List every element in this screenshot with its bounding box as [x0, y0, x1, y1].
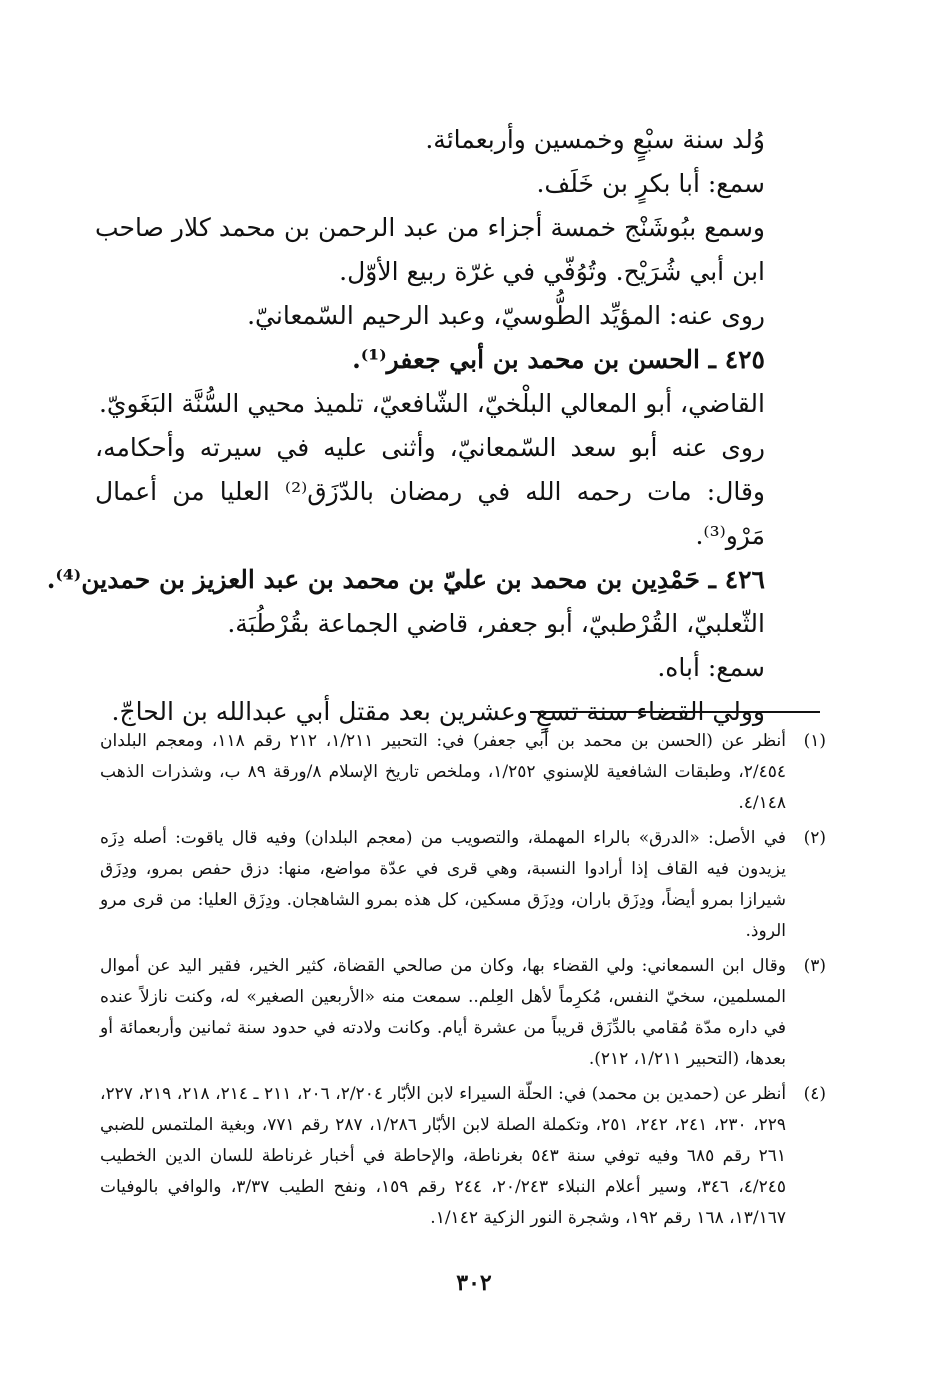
footnote-text: في الأصل: «الدرق» بالراء المهملة، والتصويب من (معجم البلدان) وفيه قال ياقوت: أصله دِزَه يزيدون فيه القاف إذا أرادوا النسبة، وهي قرى في عدّة مواضع، منها: دزق حفص بمرو، ودِزَق شيرازا بمرو أيضاً، ودِزَق باران، ودِزَق مسكين، كل هذه بمرو الشاهجان. ودِزَق العليا: من قرى مرو الروذ.: [100, 828, 786, 941]
footnote-number: (٣): [803, 956, 826, 976]
text-line: الثّعلبيّ، القُرْطبيّ، أبو جعفر، قاضي الجماعة بقُرْطُبَة.: [227, 609, 765, 638]
text-line: روى عنه: المؤيِّد الطُّوسيّ، وعبد الرحيم السّمعانيّ.: [247, 301, 765, 330]
footnote-separator: [530, 711, 820, 713]
text-line: سمع: أبا بكرٍ بن خَلَف.: [536, 169, 765, 198]
text-line: وُلد سنة سبْعٍ وخمسين وأربعمائة.: [425, 125, 765, 154]
footnotes: [100, 726, 828, 1238]
footnote-number: (٤): [803, 1084, 826, 1104]
footnote-text: أنظر عن (الحسن بن محمد بن أبي جعفر) في: التحبير ١/٢١١، ٢١٢ رقم ١١٨، ومعجم البلدان ٢/٤٥٤، وطبقات الشافعية للإسنوي ١/٢٥٢، وملخص تاريخ الإسلام ٨/ورقة ٨٩ ب، وشذرات الذهب ٤/١٤٨.: [100, 731, 787, 813]
footnote-number: (١): [803, 731, 826, 751]
main-text: [46, 118, 825, 734]
footnote: [100, 1079, 828, 1234]
footnote-text: أنظر عن (حمدين بن محمد) في: الحلّة السيراء لابن الأبّار ٢/٢٠٤، ٢٠٦، ٢١١ ـ ٢١٤، ٢١٨، ٢١٩، ٢٢٧، ٢٢٩، ٢٣٠، ٢٤١، ٢٤٢، ٢٥١، وتكملة الصلة لابن الأبّار ١/٢٨٦، ٢٨٧ رقم ٧٧١، وبغية الملتمس للضبي ٢٦١ رقم ٦٨٥ وفيه توفي سنة ٥٤٣ بغرناطة، والإحاطة في أخبار غرناطة للسان الدين الخطيب ٤/٢٤٥، ٣٤٦، وسير أعلام النبلاء ٢٠/٢٤٣، ٢٤٤ رقم ١٥٩، ونفح الطيب ٣/٣٧، والوافي بالوفيات ١٣/١٦٧، ١٦٨ رقم ١٩٢، وشجرة النور الزكية ١/١٤٢.: [100, 1084, 787, 1228]
entry-heading-425: ٤٢٥ ـ الحسن بن محمد بن أبي جعفر⁽¹⁾.: [352, 345, 765, 374]
footnote: [100, 823, 828, 947]
text-paragraph: روى عنه أبو سعد السّمعانيّ، وأثنى عليه في سيرته وأحكامه، وقال: مات رحمه الله في رمضان بالدّزَق⁽²⁾ العليا من أعمال مَرْو⁽³⁾.: [95, 433, 765, 550]
entry-heading-426: ٤٢٦ ـ حَمْدِين بن محمد بن عليّ بن محمد بن عبد العزيز بن حمدين⁽⁴⁾.: [46, 565, 765, 594]
footnote: [100, 951, 828, 1075]
text-paragraph: وسمع ببُوشَنْج خمسة أجزاء من عبد الرحمن بن محمد كلار صاحب ابن أبي شُرَيْح. وتُوُفّي في غرّة ربيع الأوّل.: [95, 213, 765, 286]
text-line: وولي القضاء سنة تسعٍ وعشرين بعد مقتل أبي عبدالله بن الحاجّ.: [111, 697, 765, 726]
footnote: [100, 726, 828, 819]
footnote-text: وقال ابن السمعاني: ولي القضاء بها، وكان من صالحي القضاة، كثير الخير، فقير اليد عن أموال المسلمين، سخيّ النفس، مُكرِماً لأهل العِلم.. سمعت منه «الأربعين الصغير» له، وكنت نازلاً عنده في داره مدّة مُقامي بالدِّزَق قريباً من عشرة أيام. وكانت ولادته في حدود سنة ثمانين وأربعمائة أو بعدها، (التحبير ١/٢١١، ٢١٢).: [100, 956, 786, 1069]
text-line: القاضي، أبو المعالي البلْخيّ، الشّافعيّ، تلميذ محيي السُّنَّة البَغَويّ.: [98, 389, 765, 418]
page-number: ٣٠٢: [456, 1270, 492, 1296]
text-line: سمع: أباه.: [657, 653, 765, 682]
footnote-number: (٢): [803, 828, 826, 848]
